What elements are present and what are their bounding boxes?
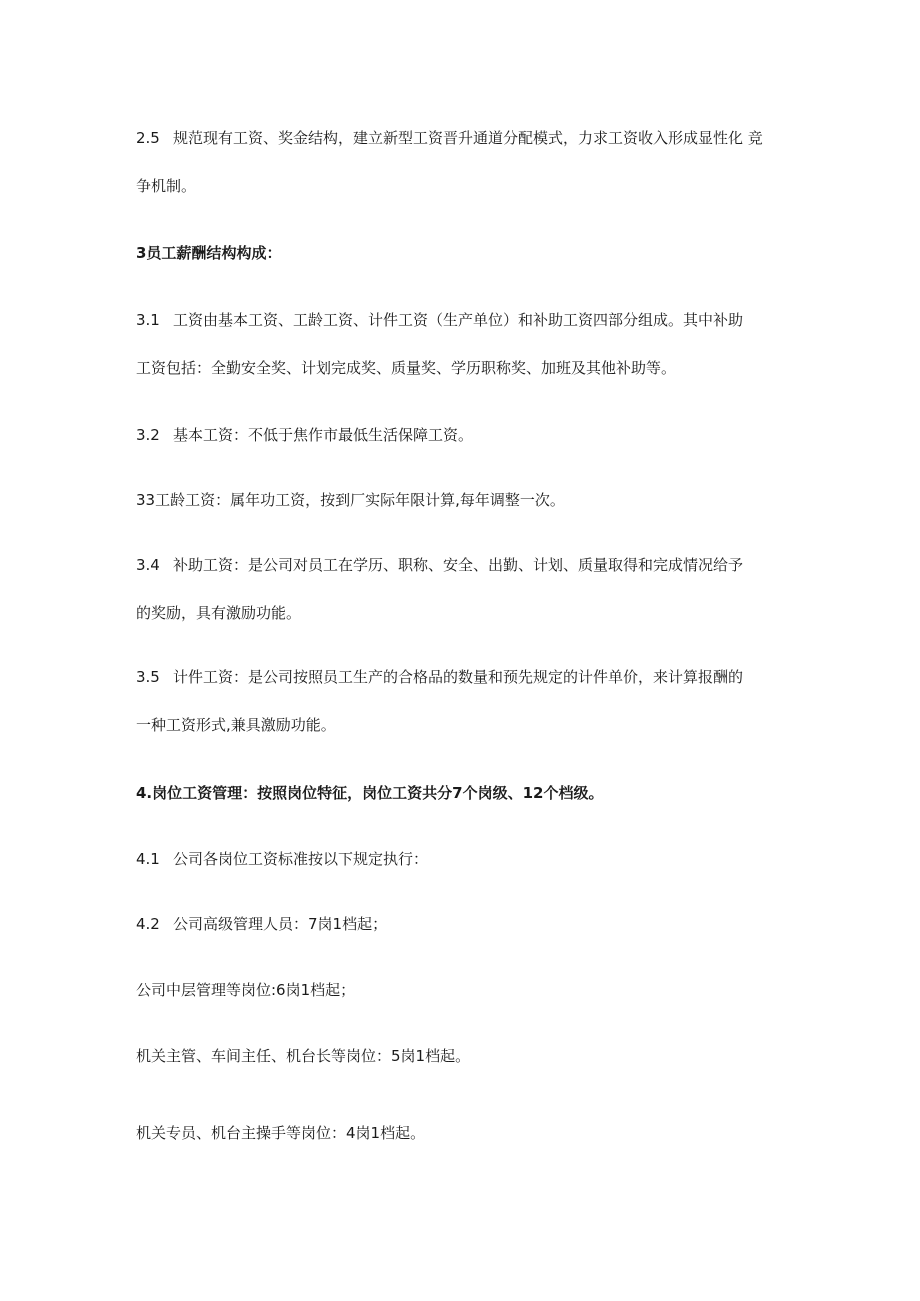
paragraph-3-5-line-2: 一种工资形式,兼具激励功能。 — [136, 716, 336, 734]
list-item-staff: 机关专员、机台主操手等岗位：4岗1档起。 — [136, 1124, 426, 1142]
paragraph-3-5-line-1 — [136, 666, 743, 688]
paragraph-4-1 — [136, 848, 428, 870]
section-number: 3.4 — [136, 556, 160, 574]
paragraph-text: 规范现有工资、奖金结构，建立新型工资晋升通道分配模式，力求工资收入形成显性化 竞 — [173, 129, 763, 147]
section-number: 3.5 — [136, 668, 160, 686]
paragraph-3-4-line-1 — [136, 554, 743, 576]
paragraph-text: 公司各岗位工资标准按以下规定执行： — [173, 850, 429, 868]
section-number: 4.2 — [136, 915, 160, 933]
paragraph-3-2 — [136, 424, 473, 446]
list-item-middle-management: 公司中层管理等岗位:6岗1档起； — [136, 981, 356, 999]
paragraph-text: 公司高级管理人员：7岗1档起； — [173, 915, 388, 933]
paragraph-4-2 — [136, 913, 387, 935]
paragraph-text: 补助工资：是公司对员工在学历、职称、安全、出勤、计划、质量取得和完成情况给予 — [173, 556, 744, 574]
paragraph-3-1-line-1 — [136, 309, 743, 331]
section-number: 2.5 — [136, 129, 160, 147]
section-number: 3.1 — [136, 311, 160, 329]
paragraph-3-1-line-2: 工资包括：全勤安全奖、计划完成奖、质量奖、学历职称奖、加班及其他补助等。 — [136, 359, 677, 377]
section-number: 3.2 — [136, 426, 160, 444]
paragraph-3-3: 33工龄工资：属年功工资，按到厂实际年限计算,每年调整一次。 — [136, 491, 565, 509]
section-number: 4.1 — [136, 850, 160, 868]
section-heading-4: 4.岗位工资管理：按照岗位特征，岗位工资共分7个岗级、12个档级。 — [136, 784, 604, 802]
section-heading-3: 3员工薪酬结构构成： — [136, 244, 282, 262]
paragraph-2-5-line-1 — [136, 127, 763, 149]
paragraph-text: 基本工资：不低于焦作市最低生活保障工资。 — [173, 426, 474, 444]
paragraph-text: 工资由基本工资、工龄工资、计件工资（生产单位）和补助工资四部分组成。其中补助 — [173, 311, 744, 329]
paragraph-text: 计件工资：是公司按照员工生产的合格品的数量和预先规定的计件单价，来计算报酬的 — [173, 668, 744, 686]
list-item-supervisors: 机关主管、车间主任、机台长等岗位：5岗1档起。 — [136, 1047, 471, 1065]
paragraph-2-5-line-2: 争机制。 — [136, 177, 197, 195]
paragraph-3-4-line-2: 的奖励，具有激励功能。 — [136, 604, 302, 622]
